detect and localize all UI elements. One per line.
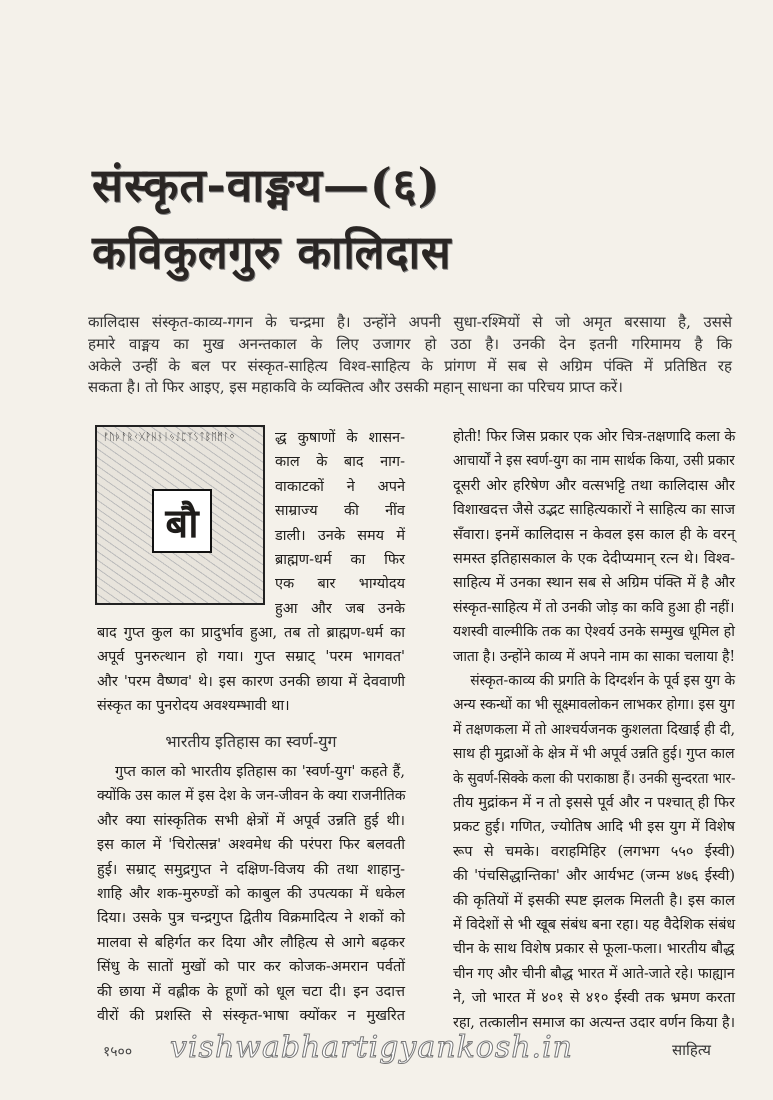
text-line: चीन के साथ विशेष प्रकार से फूला-फला। भारतीय बौद्ध <box>453 941 735 958</box>
section-name: साहित्य <box>672 1041 711 1059</box>
article-title: कविकुलगुरु कालिदास <box>92 225 452 279</box>
text-line: अपूर्व पुनरुत्थान हो गया। गुप्त सम्राट् 'परम भागवत' <box>97 649 405 666</box>
text-line: तीय मुद्रांकन में न तो इससे पूर्व और न पश्चात् ही फिर <box>453 795 735 811</box>
text-line: हमारे वाङ्मय का मुख अनन्तकाल के लिए उजागर हो उठा है। उनकी देन इतनी गरिमामय है कि <box>88 334 732 353</box>
text-line: हुई। सम्राट् समुद्रगुप्त ने दक्षिण-विजय की तथा शाहानु- <box>97 861 405 878</box>
text-line: साहित्य में उनका स्थान सब से अग्रिम पंक्ति में है और <box>453 575 735 592</box>
text-line: डाली। उनके समय में <box>275 527 405 544</box>
text-line: संस्कृत का पुनरोदय अवश्यम्भावी था। <box>97 698 290 715</box>
text-line: यशस्वी वाल्मीकि तक का ऐश्वर्य उनके सम्मुख धूमिल हो <box>453 624 735 641</box>
drop-cap-letter: बौ <box>152 489 212 553</box>
text-line: और 'परम वैष्णव' थे। इस कारण उनकी छाया में देववाणी <box>97 673 405 690</box>
text-line: रूप से चमके। वराहमिहिर (लगभग ५५० ईस्वी) <box>453 843 735 860</box>
text-line: दिया। उसके पुत्र चन्द्रगुप्त द्वितीय विक्रमादित्य ने शकों को <box>97 910 405 927</box>
text-line: के सुवर्ण-सिक्के कला की पराकाष्ठा हैं। उनकी सुन्दरता भार- <box>453 770 736 787</box>
text-line: विशाखदत्त जैसे उद्भट साहित्यकारों ने साहित्य का साज <box>453 502 735 519</box>
text-line: वाकाटकों ने अपने <box>275 478 405 495</box>
text-line: द्ध कुषाणों के शासन- <box>275 430 405 446</box>
drop-cap-illustration <box>95 425 265 605</box>
text-line: अकेले उन्हीं के बल पर संस्कृत-साहित्य विश्व-साहित्य के प्रांगण में सब से अग्रिम पंक्ति में प्रतिष्ठित रह <box>88 356 732 375</box>
text-line: रहा, तत्कालीन समाज का अत्यन्त उदार वर्णन किया है। <box>453 1014 736 1031</box>
text-line: समस्त इतिहासकाल के एक देदीप्यमान् रत्न थे। विश्व- <box>453 551 735 567</box>
text-line: और क्या सांस्कृतिक सभी क्षेत्रों में अपूर्व उन्नति हुई थी। <box>97 812 405 829</box>
text-line: गुप्त काल को भारतीय इतिहास का 'स्वर्ण-युग' कहते हैं, <box>115 764 405 780</box>
text-line: सँवारा। इनमें कालिदास न केवल इस काल ही के वरन् <box>453 526 735 543</box>
text-line: की छाया में वह्लीक के हूणों को धूल चटा दी। इन उदात्त <box>97 983 405 1000</box>
text-line: हुआ और जब उनके <box>275 600 405 617</box>
text-line: बाद गुप्त कुल का प्रादुर्भाव हुआ, तब तो ब्राह्मण-धर्म का <box>97 625 405 641</box>
series-title: संस्कृत-वाङ्मय—(६) <box>92 158 441 212</box>
text-line: होती! फिर जिस प्रकार एक ओर चित्र-तक्षणादि कला के <box>453 429 736 445</box>
text-line: दूसरी ओर हरिषेण और वत्सभट्टि तथा कालिदास और <box>453 477 735 494</box>
text-line: आचार्यों ने इस स्वर्ण-युग का नाम सार्थक किया, उसी प्रकार <box>453 453 735 470</box>
text-line: वीरों की प्रशस्ति से संस्कृत-भाषा क्योंकर न मुखरित <box>97 1008 405 1024</box>
text-line: ब्राह्मण-धर्म का फिर <box>275 552 405 568</box>
text-line: साथ ही मुद्राओं के क्षेत्र में भी अपूर्व उन्नति हुई। गुप्त काल <box>453 746 735 763</box>
text-line: संस्कृत-साहित्य में तो उनकी जोड़ का कवि हुआ ही नहीं। <box>453 599 735 616</box>
text-line: इस काल में 'चिरोत्सन्न' अश्वमेध की परंपरा फिर बलवती <box>97 837 405 854</box>
text-line: शाहि और शक-मुरुण्डों को काबुल की उपत्यका में धकेल <box>97 886 405 902</box>
text-line: चीन गए और चीनी बौद्ध भारत में आते-जाते रहे। फाह्यान <box>453 965 735 982</box>
text-line: काल के बाद नाग- <box>275 454 405 471</box>
text-line: संस्कृत-काव्य की प्रगति के दिग्दर्शन के पूर्व इस युग के <box>470 673 736 689</box>
section-subheading: भारतीय इतिहास का स्वर्ण-युग <box>165 732 337 751</box>
text-line: की कृतियों में इसकी स्पष्ट झलक मिलती है। इस काल <box>453 892 735 909</box>
text-line: कालिदास संस्कृत-काव्य-गगन के चन्द्रमा है। उन्होंने अपनी सुधा-रश्मियों से जो अमृत बरसाया है, उससे <box>88 313 732 331</box>
text-line: प्रकट हुई। गणित, ज्योतिष आदि भी इस युग में विशेष <box>453 819 735 836</box>
watermark: vishwabhartigyankosh.in <box>170 1030 573 1065</box>
ancient-script-decoration: ᚠᚢᚦᚨᚱᚲᚷᚹᚺᚾᛁᛃᛇᛈᛉᛊᛏᛒᛖᛗᛚᛜ <box>103 432 235 443</box>
text-line: मालवा से बहिर्गत कर दिया और लौहित्य से आगे बढ़कर <box>97 934 405 951</box>
text-line: की 'पंचसिद्धान्तिका' और आर्यभट (जन्म ४७६ ईस्वी) <box>453 868 735 885</box>
text-line: ने, जो भारत में ४०१ से ४१० ईस्वी तक भ्रमण करता <box>453 990 735 1007</box>
text-line: एक बार भाग्योदय <box>275 576 405 593</box>
text-line: सिंधु के सातों मुखों को पार कर कोजक-अमरान पर्वतों <box>97 959 405 976</box>
text-line: जाता है। उन्होंने काव्य में अपने नाम का साका चलाया है! <box>453 648 736 665</box>
text-line: में तक्षणकला में तो आश्चर्यजनक कुशलता दिखाई ही दी, <box>453 721 736 738</box>
text-line: सकता है। तो फिर आइए, इस महाकवि के व्यक्तित्व और उसकी महान् साधना का परिचय प्राप्त करें। <box>88 378 623 397</box>
text-line: क्योंकि उस काल में इस देश के जन-जीवन के क्या राजनीतिक <box>97 788 406 805</box>
text-line: साम्राज्य की नींव <box>275 503 405 520</box>
text-line: में विदेशों से भी खूब संबंध बना रहा। यह वैदेशिक संबंध <box>453 917 736 933</box>
page-number: १५०० <box>103 1044 133 1060</box>
text-line: अन्य स्कन्धों का भी सूक्ष्मावलोकन लाभकर होगा। इस युग <box>453 697 735 714</box>
